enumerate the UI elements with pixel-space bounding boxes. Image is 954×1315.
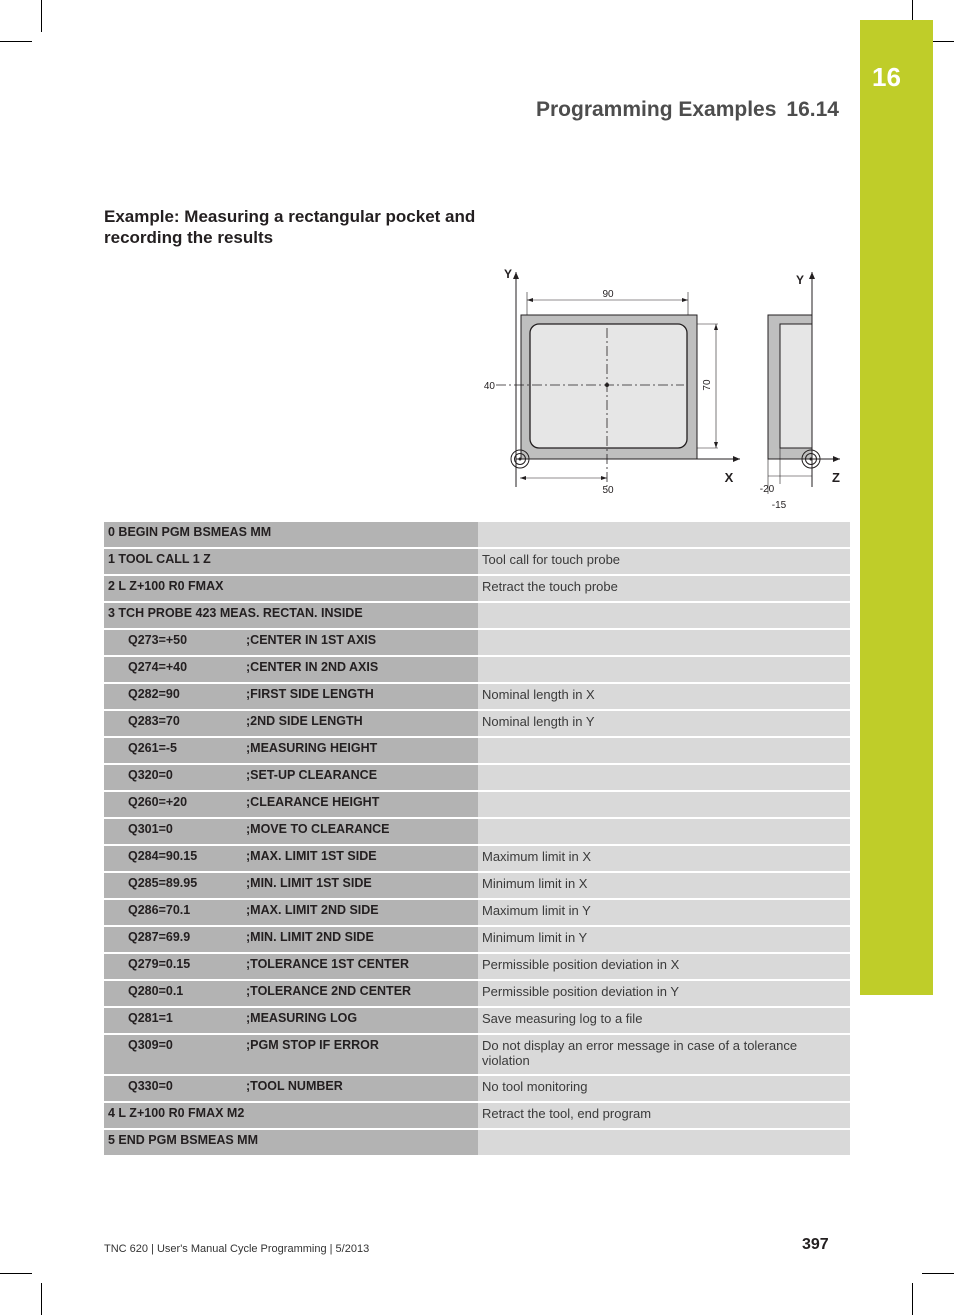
param-comment: ;TOOL NUMBER [246,1079,343,1093]
program-code-cell [104,1034,478,1075]
nc-program-table [104,522,850,1157]
param-comment: ;MAX. LIMIT 2ND SIDE [246,903,379,917]
crop-mark [0,1273,32,1274]
chapter-number: 16 [872,62,901,92]
param-value: Q285=89.95 [128,876,198,890]
param-value: Q281=1 [128,1011,173,1025]
y-axis-label: Y [503,267,513,281]
program-code-cell [104,818,478,845]
program-code-cell [104,710,478,737]
crop-mark [41,0,42,32]
program-code-cell [104,953,478,980]
param-value: Q309=0 [128,1038,173,1052]
program-code-cell [104,791,478,818]
param-value: Q287=69.9 [128,930,191,944]
program-row [104,1102,850,1129]
param-comment: ;MAX. LIMIT 1ST SIDE [246,849,377,863]
program-row [104,548,850,575]
param-value: Q301=0 [128,822,173,836]
program-desc-cell: Permissible position deviation in X [478,953,850,980]
program-code-cell [104,899,478,926]
program-desc-cell: Save measuring log to a file [478,1007,850,1034]
param-comment: ;CENTER IN 2ND AXIS [246,660,379,674]
page-number: 397 [802,1236,829,1253]
param-value: Q284=90.15 [128,849,198,863]
param-comment: ;SET-UP CLEARANCE [246,768,378,782]
program-desc-cell [478,791,850,818]
param-value: Q280=0.1 [128,984,184,998]
side-view-pocket [780,324,812,448]
program-row [104,710,850,737]
x-axis-label: X [724,470,734,485]
program-row [104,791,850,818]
param-comment: ;MEASURING HEIGHT [246,741,378,755]
program-code-cell: 0 BEGIN PGM BSMEAS MM [104,522,478,548]
header-title: Programming Examples [536,98,777,121]
program-desc-cell: Maximum limit in X [478,845,850,872]
program-code-cell [104,629,478,656]
param-value: Q320=0 [128,768,173,782]
dim-height-label: 70 [702,379,713,391]
program-code-cell: 4 L Z+100 R0 FMAX M2 [104,1102,478,1129]
program-row [104,737,850,764]
dim-center-y-label: 40 [483,381,495,392]
program-desc-cell: No tool monitoring [478,1075,850,1102]
program-desc-cell [478,818,850,845]
program-row [104,953,850,980]
program-row [104,845,850,872]
program-row [104,764,850,791]
program-code-cell [104,980,478,1007]
program-code-cell [104,737,478,764]
dim-z2-label: -15 [771,500,787,511]
program-row [104,1129,850,1156]
program-row [104,602,850,629]
param-value: Q283=70 [128,714,180,728]
param-comment: ;2ND SIDE LENGTH [246,714,363,728]
program-desc-cell [478,522,850,548]
program-code-cell [104,683,478,710]
program-desc-cell [478,629,850,656]
program-row [104,818,850,845]
param-value: Q279=0.15 [128,957,191,971]
program-code-cell: 2 L Z+100 R0 FMAX [104,575,478,602]
program-row [104,1034,850,1075]
program-code-cell [104,764,478,791]
y-axis-right-label: Y [795,273,805,287]
param-value: Q282=90 [128,687,180,701]
program-row [104,980,850,1007]
chapter-tab [860,20,933,995]
program-row [104,629,850,656]
program-row [104,683,850,710]
program-code-cell [104,872,478,899]
program-desc-cell: Permissible position deviation in Y [478,980,850,1007]
param-value: Q273=+50 [128,633,188,647]
program-row [104,872,850,899]
program-desc-cell [478,1129,850,1156]
program-desc-cell: Retract the touch probe [478,575,850,602]
param-comment: ;TOLERANCE 2ND CENTER [246,984,412,998]
program-row [104,926,850,953]
program-row [104,899,850,926]
param-value: Q261=-5 [128,741,177,755]
running-header [536,98,839,122]
program-row [104,575,850,602]
pocket-drawing [478,262,858,517]
program-code-cell [104,656,478,683]
program-desc-cell: Nominal length in Y [478,710,850,737]
program-desc-cell: Do not display an error message in case of a tolerance violation [478,1034,850,1075]
program-desc-cell [478,764,850,791]
program-desc-cell: Retract the tool, end program [478,1102,850,1129]
crop-mark [41,1283,42,1315]
param-comment: ;MEASURING LOG [246,1011,358,1025]
program-code-cell: 1 TOOL CALL 1 Z [104,548,478,575]
crop-mark [912,1283,913,1315]
program-desc-cell [478,656,850,683]
program-code-cell: 3 TCH PROBE 423 MEAS. RECTAN. INSIDE [104,602,478,629]
z-axis-label: Z [832,470,840,485]
program-row [104,656,850,683]
crop-mark [922,1273,954,1274]
program-desc-cell [478,602,850,629]
program-row [104,522,850,548]
program-code-cell [104,926,478,953]
program-desc-cell: Minimum limit in Y [478,926,850,953]
dim-center-x-label: 50 [602,485,614,496]
program-code-cell [104,845,478,872]
param-value: Q274=+40 [128,660,188,674]
example-title: Example: Measuring a rectangular pocket and recording the results [104,207,476,247]
param-comment: ;CLEARANCE HEIGHT [246,795,380,809]
dim-z1-label: -20 [759,484,775,495]
program-row [104,1075,850,1102]
param-comment: ;CENTER IN 1ST AXIS [246,633,377,647]
param-value: Q286=70.1 [128,903,191,917]
param-comment: ;MIN. LIMIT 1ST SIDE [246,876,372,890]
param-value: Q260=+20 [128,795,188,809]
program-desc-cell: Minimum limit in X [478,872,850,899]
program-desc-cell: Nominal length in X [478,683,850,710]
param-comment: ;TOLERANCE 1ST CENTER [246,957,409,971]
program-desc-cell [478,737,850,764]
param-comment: ;MOVE TO CLEARANCE [246,822,390,836]
param-value: Q330=0 [128,1079,173,1093]
param-comment: ;FIRST SIDE LENGTH [246,687,374,701]
program-desc-cell: Maximum limit in Y [478,899,850,926]
header-section: 16.14 [786,98,839,121]
crop-mark [0,41,32,42]
param-comment: ;MIN. LIMIT 2ND SIDE [246,930,374,944]
dim-width-label: 90 [602,289,614,300]
program-row [104,1007,850,1034]
program-code-cell: 5 END PGM BSMEAS MM [104,1129,478,1156]
program-desc-cell: Tool call for touch probe [478,548,850,575]
param-comment: ;PGM STOP IF ERROR [246,1038,379,1052]
program-code-cell [104,1075,478,1102]
footer-text: TNC 620 | User's Manual Cycle Programming | 5/2013 [104,1243,370,1255]
program-code-cell [104,1007,478,1034]
